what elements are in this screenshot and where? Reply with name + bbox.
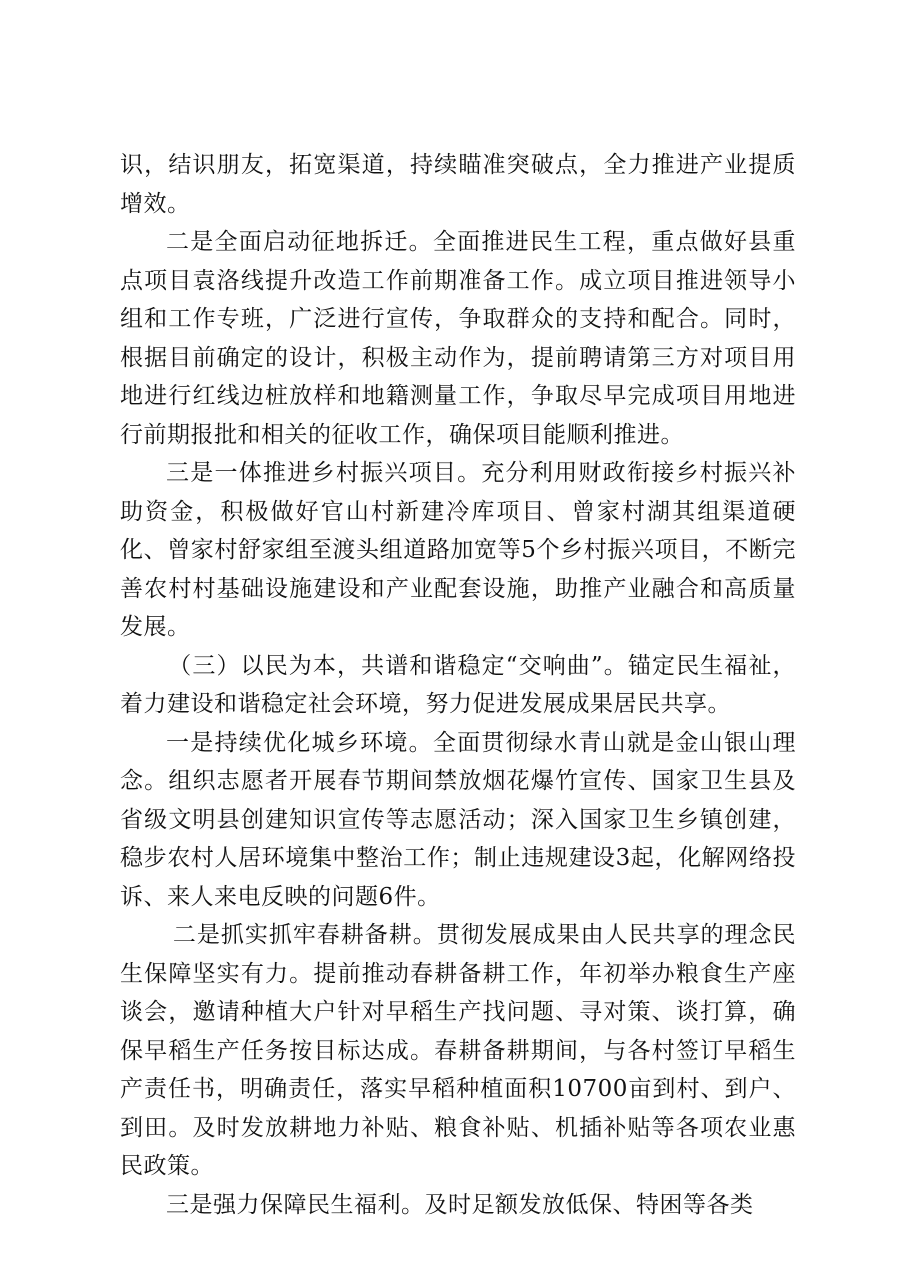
paragraph-5: 一是持续优化城乡环境。全面贯彻绿水青山就是金山银山理念。组织志愿者开展春节期间禁放烟花爆竹宣传、国家卫生县及省级文明县创建知识宣传等志愿活动；深入国家卫生乡镇创建，稳步农村人居环境集中整治工作；制止违规建设3起，化解网络投诉、来人来电反映的问题6件。 — [120, 729, 796, 910]
document-body — [120, 146, 796, 1224]
paragraph-4: （三）以民为本，共谱和谐稳定“交响曲”。锚定民生福祉，着力建设和谐稳定社会环境，努力促进发展成果居民共享。 — [120, 652, 796, 717]
paragraph-1: 识，结识朋友，拓宽渠道，持续瞄准突破点，全力推进产业提质增效。 — [120, 152, 796, 217]
paragraph-6: 二是抓实抓牢春耕备耕。贯彻发展成果由人民共享的理念民生保障坚实有力。提前推动春耕备耕工作，年初举办粮食生产座谈会，邀请种植大户针对早稻生产找问题、寻对策、谈打算，确保早稻生产任务按目标达成。春耕备耕期间，与各村签订早稻生产责任书，明确责任，落实早稻种植面积10700亩到村、到户、到田。及时发放耕地力补贴、粮食补贴、机插补贴等各项农业惠民政策。 — [120, 922, 796, 1179]
paragraph-7: 三是强力保障民生福利。及时足额发放低保、特困等各类 — [166, 1191, 754, 1218]
paragraph-2: 二是全面启动征地拆迁。全面推进民生工程，重点做好县重点项目袁洛线提升改造工作前期准备工作。成立项目推进领导小组和工作专班，广泛进行宣传，争取群众的支持和配合。同时，根据目前确定的设计，积极主动作为，提前聘请第三方对项目用地进行红线边桩放样和地籍测量工作，争取尽早完成项目用地进行前期报批和相关的征收工作，确保项目能顺利推进。 — [120, 229, 796, 448]
paragraph-3: 三是一体推进乡村振兴项目。充分利用财政衔接乡村振兴补助资金，积极做好官山村新建冷库项目、曾家村湖其组渠道硬化、曾家村舒家组至渡头组道路加宽等5个乡村振兴项目，不断完善农村村基础设施建设和产业配套设施，助推产业融合和高质量发展。 — [120, 460, 796, 640]
